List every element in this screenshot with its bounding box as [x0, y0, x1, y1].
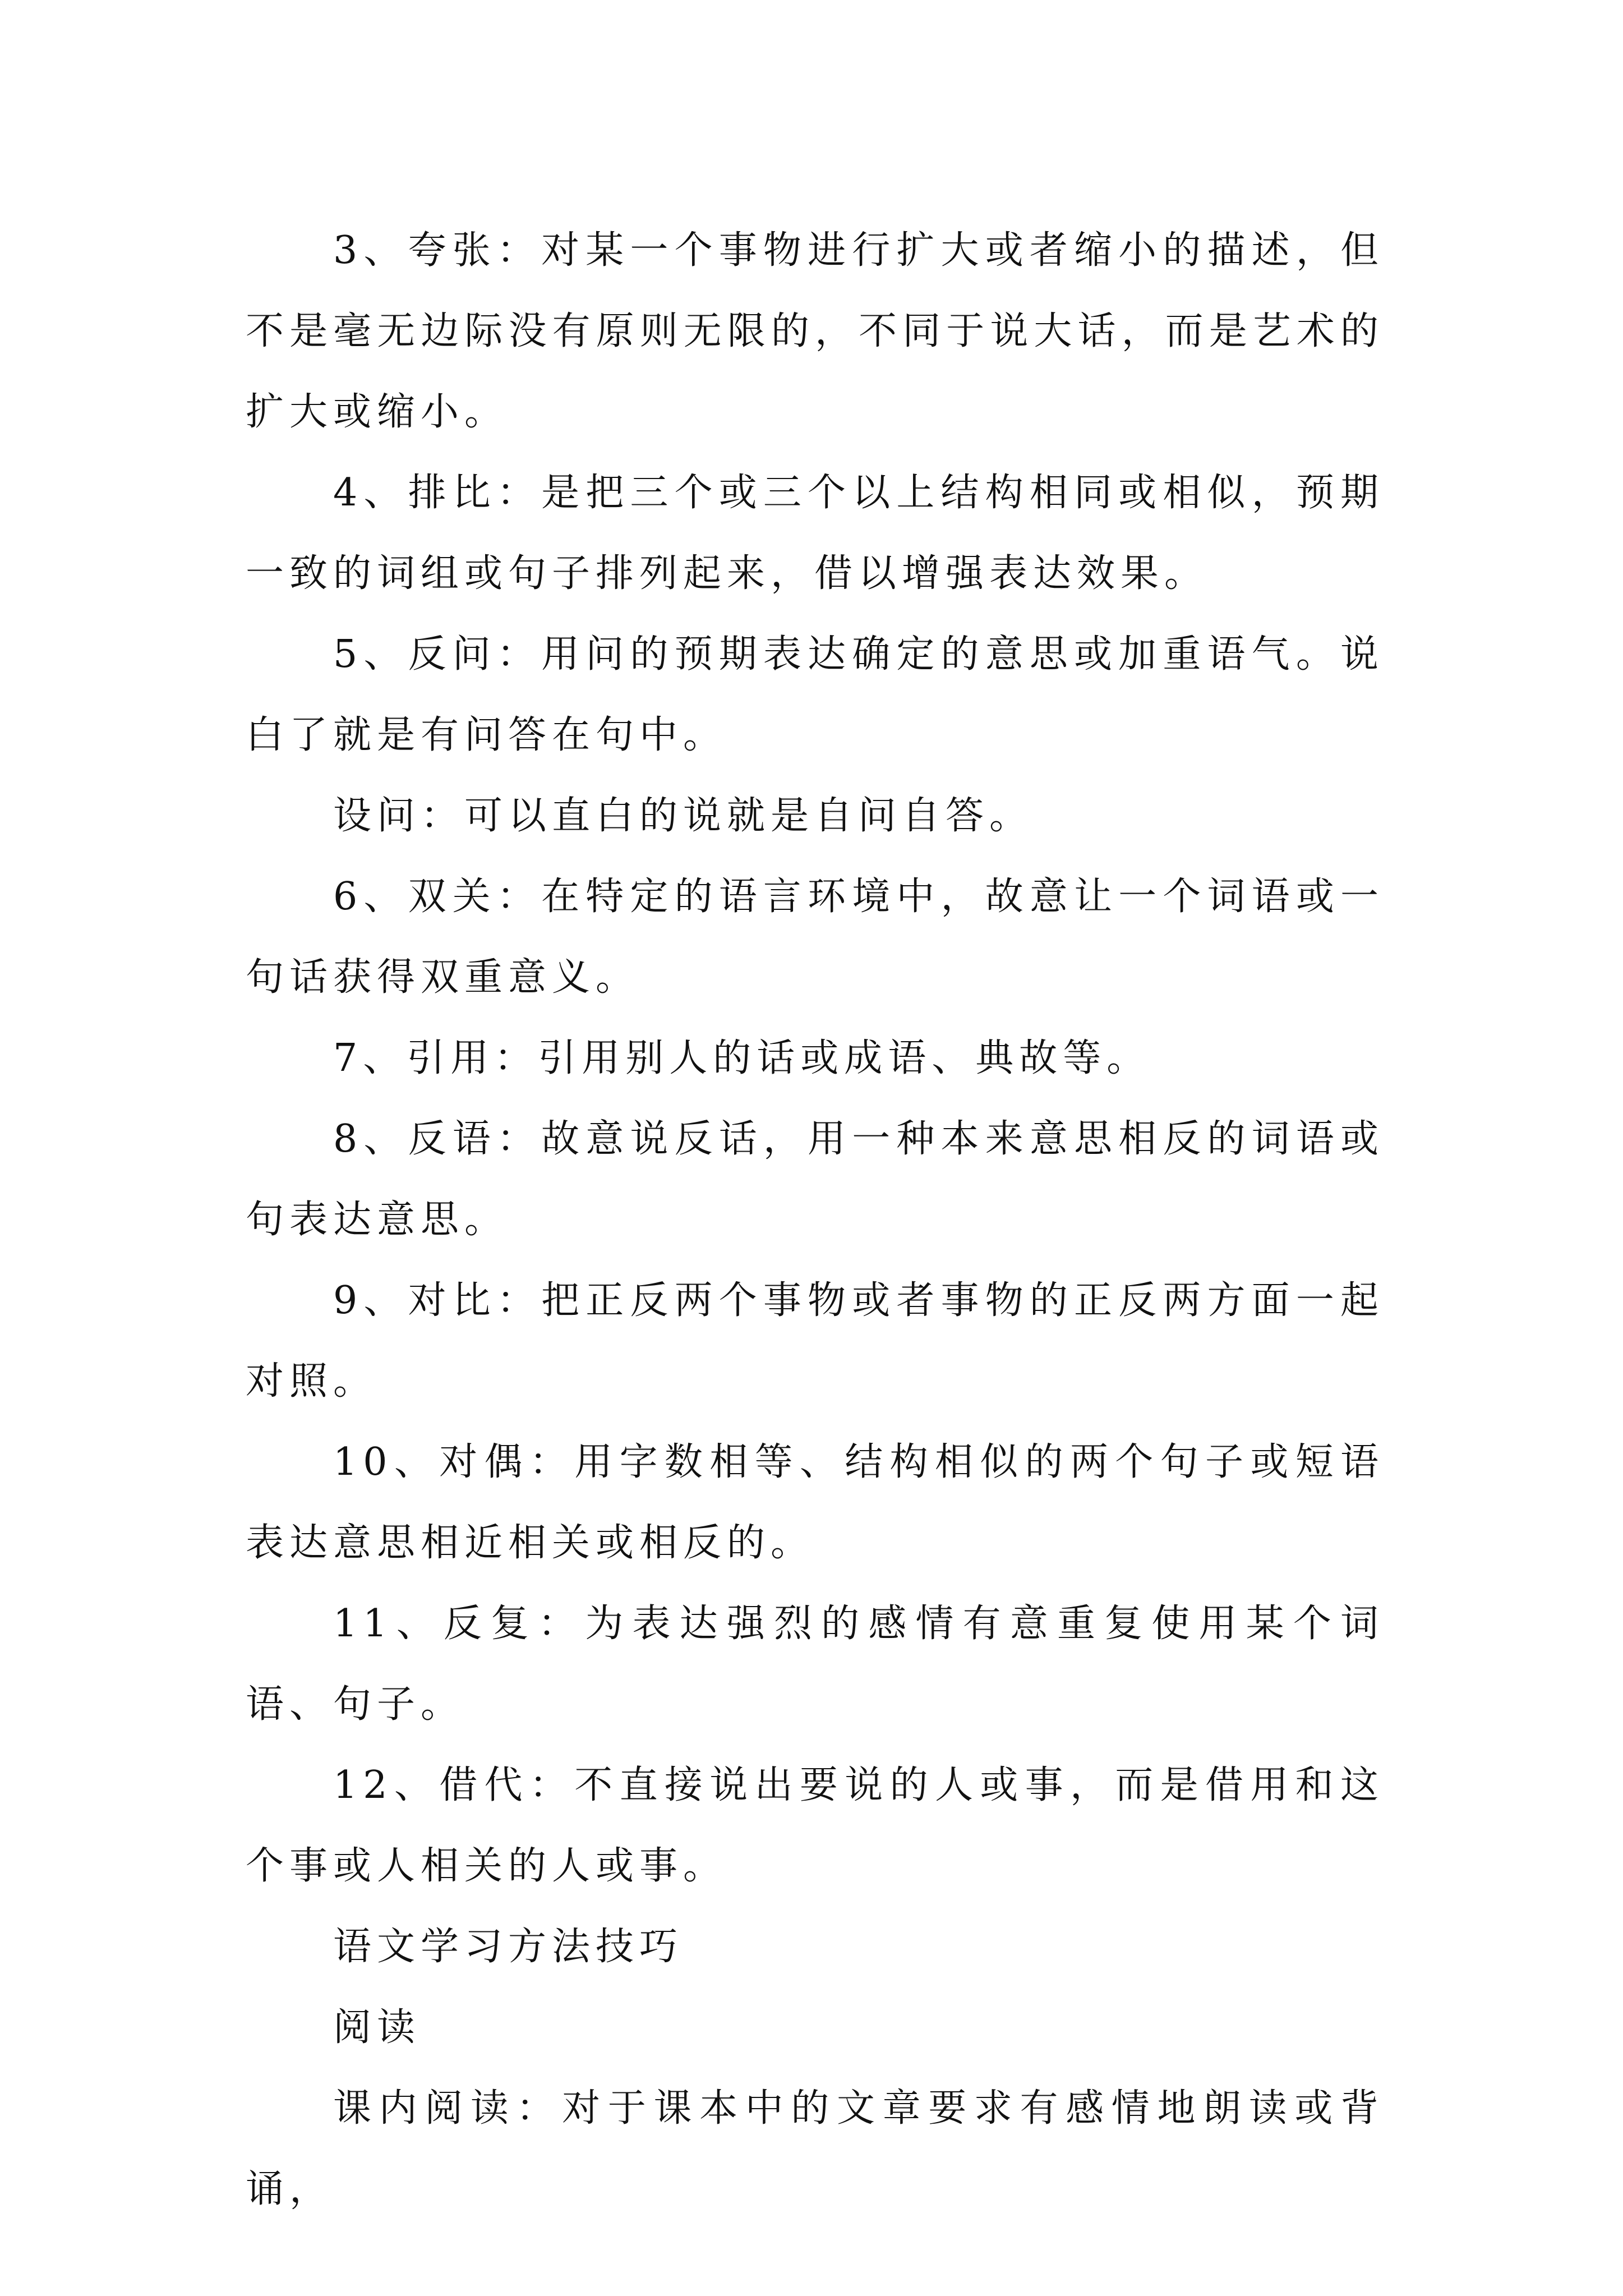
- paragraph-rhetorical-question: 5、反问：用问的预期表达确定的意思或加重语气。说白了就是有问答在句中。: [246, 632, 1384, 757]
- subheading-reading: 阅读: [333, 2005, 421, 2050]
- paragraph-hyperbole: 3、夸张：对某一个事物进行扩大或者缩小的描述，但不是毫无边际没有原则无限的，不同于说大话，而是艺术的扩大或缩小。: [246, 228, 1384, 434]
- paragraph-quotation: 7、引用：引用别人的话或成语、典故等。: [333, 1036, 1151, 1080]
- paragraph-pun: 6、双关：在特定的语言环境中，故意让一个词语或一句话获得双重意义。: [246, 875, 1384, 1000]
- paragraph-irony: 8、反语：故意说反话，用一种本来意思相反的词语或句表达意思。: [246, 1117, 1384, 1242]
- paragraph-parallelism: 4、排比：是把三个或三个以上结构相同或相似，预期一致的词组或句子排列起来，借以增强表达效果。: [246, 471, 1384, 596]
- document-body: [246, 210, 1384, 2230]
- paragraph-contrast: 9、对比：把正反两个事物或者事物的正反两方面一起对照。: [246, 1278, 1384, 1404]
- section-heading-study-methods: 语文学习方法技巧: [333, 1925, 684, 1969]
- paragraph-metonymy: 12、借代：不直接说出要说的人或事，而是借用和这个事或人相关的人或事。: [246, 1763, 1384, 1888]
- paragraph-self-question: 设问：可以直白的说就是自问自答。: [333, 794, 1034, 838]
- paragraph-antithesis: 10、对偶：用字数相等、结构相似的两个句子或短语表达意思相近相关或相反的。: [246, 1440, 1384, 1565]
- paragraph-in-class-reading: 课内阅读：对于课本中的文章要求有感情地朗读或背诵，: [246, 2086, 1384, 2211]
- paragraph-repetition: 11、反复：为表达强烈的感情有意重复使用某个词语、句子。: [246, 1602, 1384, 1727]
